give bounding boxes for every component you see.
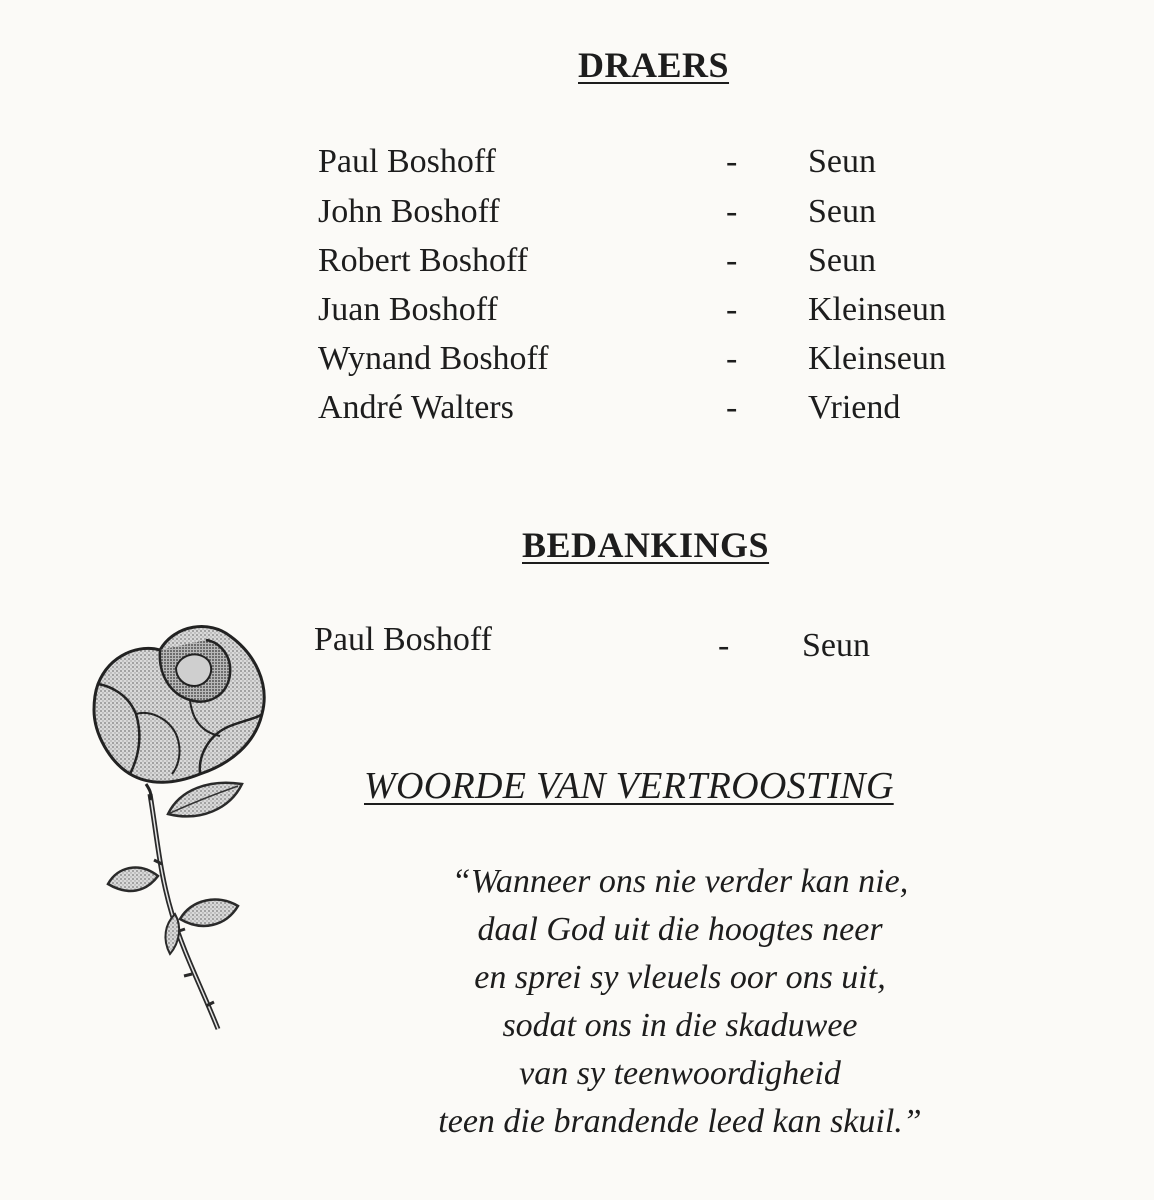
- bearer-relation: Seun: [808, 143, 876, 180]
- poem-line: van sy teenwoordigheid: [519, 1055, 841, 1092]
- comfort-poem: [330, 858, 1030, 1146]
- poem-line: sodat ons in die skaduwee: [502, 1007, 858, 1044]
- bearer-dash: -: [726, 291, 738, 328]
- bearer-name: John Boshoff: [318, 193, 500, 230]
- bearer-relation: Vriend: [808, 389, 901, 426]
- bearer-dash: -: [726, 389, 738, 426]
- bearer-row: [318, 188, 1018, 236]
- poem-line: daal God uit die hoogtes neer: [477, 911, 883, 948]
- rose-icon: [80, 614, 280, 1044]
- bearer-relation: Kleinseun: [808, 291, 946, 328]
- bearer-dash: -: [726, 340, 738, 377]
- bearer-row: [318, 237, 1018, 285]
- bearer-dash: -: [726, 193, 738, 230]
- thanks-relation: Seun: [802, 627, 870, 664]
- bearer-name: André Walters: [318, 389, 514, 426]
- bearer-dash: -: [726, 143, 738, 180]
- poem-line: “Wanneer ons nie verder kan nie,: [451, 863, 909, 900]
- bearer-row: [318, 335, 1018, 383]
- thanks-heading: BEDANKINGS: [522, 525, 770, 565]
- bearer-row: [318, 286, 1018, 334]
- bearers-heading: DRAERS: [578, 45, 730, 85]
- bearer-row: [318, 384, 1018, 432]
- comfort-heading: WOORDE VAN VERTROOSTING: [364, 765, 894, 807]
- bearer-name: Wynand Boshoff: [318, 340, 549, 377]
- bearer-relation: Seun: [808, 193, 876, 230]
- bearer-dash: -: [726, 242, 738, 279]
- poem-line: en sprei sy vleuels oor ons uit,: [474, 959, 886, 996]
- thanks-row: [314, 616, 1014, 664]
- thanks-name: Paul Boshoff: [314, 621, 492, 658]
- bearer-name: Paul Boshoff: [318, 143, 496, 180]
- bearer-name: Juan Boshoff: [318, 291, 498, 328]
- poem-line: teen die brandende leed kan skuil.”: [438, 1103, 922, 1140]
- bearer-name: Robert Boshoff: [318, 242, 528, 279]
- bearer-row: [318, 138, 1018, 186]
- bearer-relation: Seun: [808, 242, 876, 279]
- thanks-dash: -: [718, 627, 730, 664]
- bearer-relation: Kleinseun: [808, 340, 946, 377]
